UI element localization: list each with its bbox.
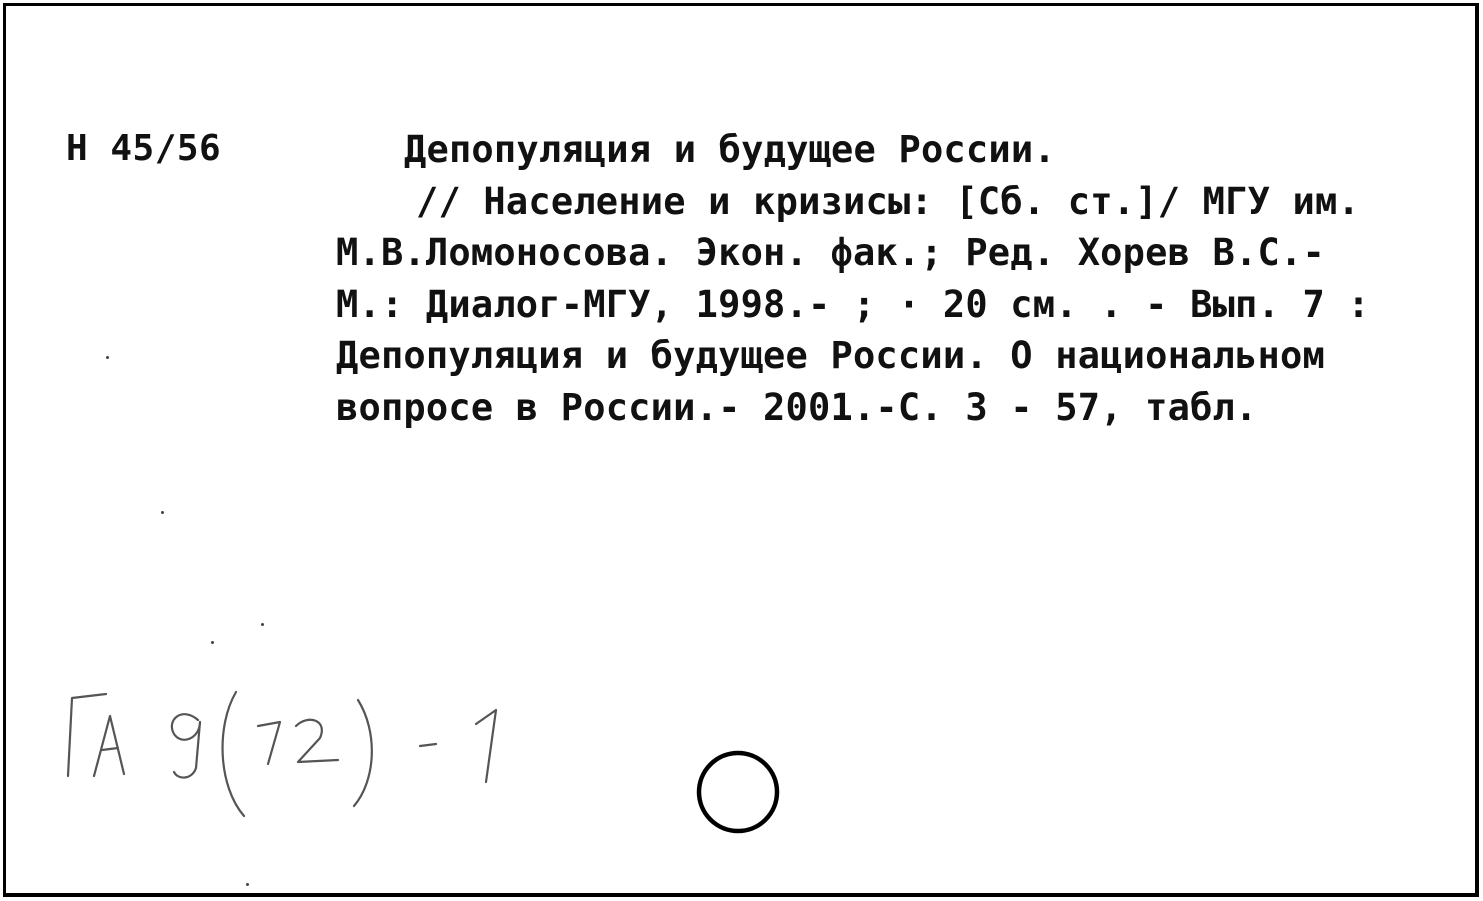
entry-line-6: вопросе в России.- 2001.-С. 3 - 57, табл.: [336, 385, 1258, 429]
handwritten-classification-note: [58, 676, 518, 826]
scan-speck: [106, 356, 109, 359]
punch-hole-icon: [692, 746, 784, 838]
scan-speck: [211, 641, 214, 644]
scan-speck: [161, 511, 164, 514]
bibliographic-entry: [336, 124, 1461, 433]
entry-line-2: // Население и кризисы: [Сб. ст.]/ МГУ им.: [416, 179, 1360, 223]
entry-line-5: Депопуляция и будущее России. О национальном: [336, 334, 1325, 377]
shelfmark: Н 45/56: [66, 128, 222, 169]
scan-speck: [261, 623, 264, 626]
entry-line-4: М.: Диалог-МГУ, 1998.- ; · 20 см. . - Вып. 7 :: [336, 282, 1370, 326]
scan-speck: [246, 883, 249, 886]
catalog-card: [3, 3, 1479, 897]
entry-line-3: М.В.Ломоносова. Экон. фак.; Ред. Хорев В.С.-: [336, 231, 1325, 274]
entry-title-line: Депопуляция и будущее России.: [404, 128, 1056, 171]
